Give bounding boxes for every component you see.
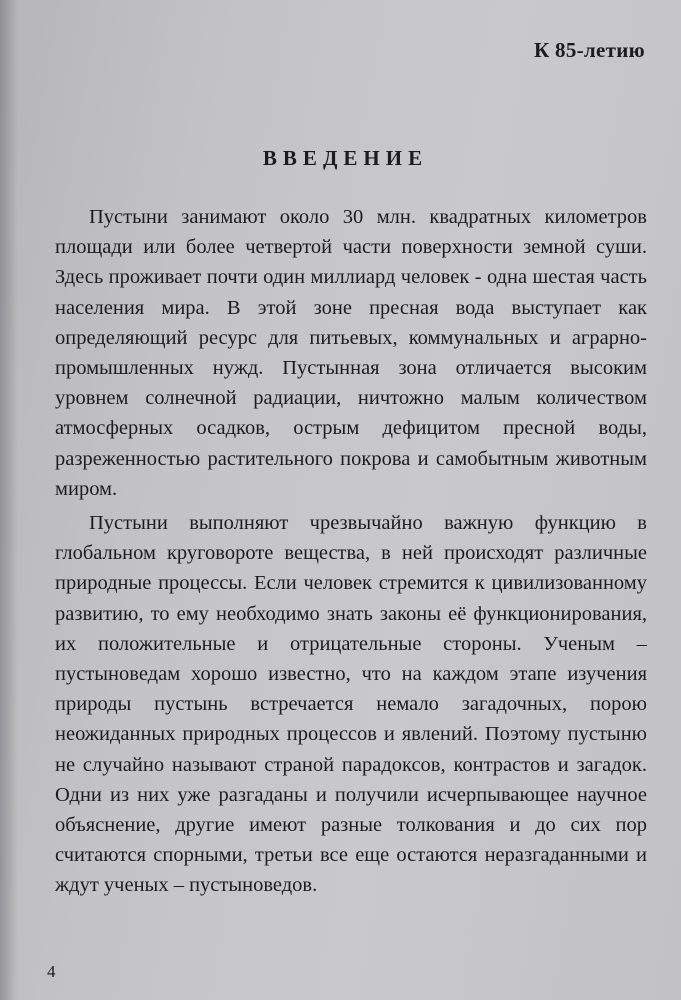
running-header: К 85-летию bbox=[533, 38, 645, 62]
paragraph-1: Пустыни занимают около 30 млн. квадратных километров площади или более четвертой части поверхности земной суши. Здесь проживает почти один миллиард человек - одна шестая часть населения мира. В этой зоне пресная вода выступает как определяющий ресурс для питьевых, коммунальных и аграрно-промышленных нужд. Пустынная зона отличается высоким уровнем солнечной радиации, ничтожно малым количеством атмосферных осадков, острым дефицитом пресной воды, разреженностью растительного покрова и самобытным животным миром. bbox=[55, 206, 647, 500]
page-number: 4 bbox=[47, 962, 56, 981]
paragraph-2: Пустыни выполняют чрезвычайно важную функцию в глобальном круговороте вещества, в ней происходят различные природные процессы. Если человек стремится к цивилизованному развитию, то ему необходимо знать законы её функционирования, их положительные и отрицательные стороны. Ученым – пустыноведам хорошо известно, что на каждом этапе изучения природы пустынь встречается немало загадочных, порою неожиданных природных процессов и явлений. Поэтому пустыню не случайно называют страной парадоксов, контрастов и загадок. Одни из них уже разгаданы и получили исчерпывающее научное объяснение, другие имеют разные толкования и до сих пор считаются спорными, третьи все еще остаются неразгаданными и ждут ученых – пустыноведов. bbox=[55, 512, 647, 897]
section-title: ВВЕДЕНИЕ bbox=[262, 146, 429, 170]
body-text bbox=[55, 202, 647, 905]
